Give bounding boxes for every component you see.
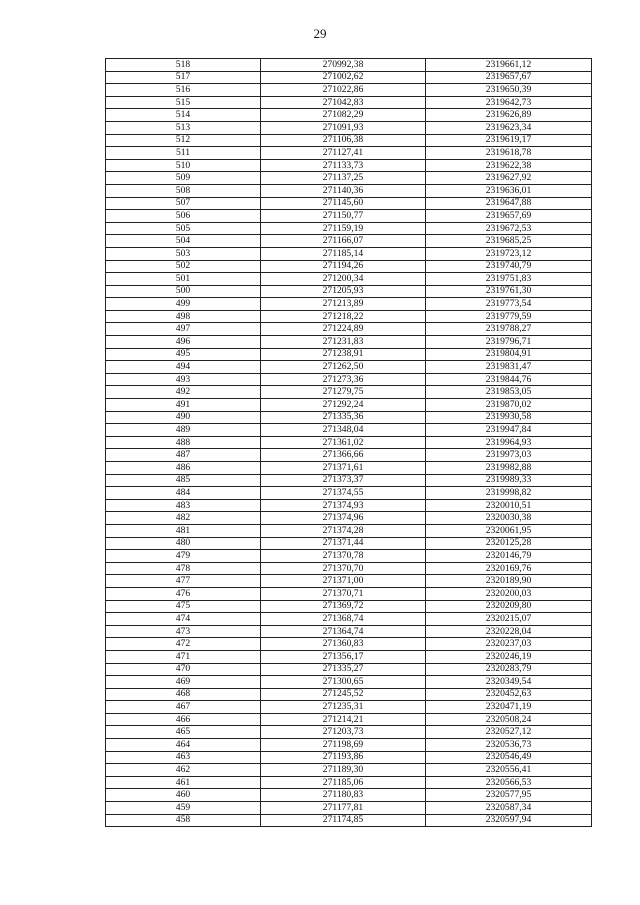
table-row xyxy=(106,121,592,134)
x-coordinate-cell: 271200,34 xyxy=(261,273,426,286)
x-coordinate-cell: 271133,73 xyxy=(261,159,426,172)
table-row xyxy=(106,361,592,374)
x-coordinate-cell: 271194,26 xyxy=(261,260,426,273)
table-row xyxy=(106,348,592,361)
x-coordinate-cell: 271374,55 xyxy=(261,487,426,500)
point-number-cell: 489 xyxy=(106,424,261,437)
x-coordinate-cell: 271174,85 xyxy=(261,814,426,827)
y-coordinate-cell: 2319804,91 xyxy=(426,348,592,361)
x-coordinate-cell: 271235,31 xyxy=(261,701,426,714)
y-coordinate-cell: 2320246,19 xyxy=(426,650,592,663)
table-row xyxy=(106,298,592,311)
table-row xyxy=(106,235,592,248)
x-coordinate-cell: 271371,00 xyxy=(261,575,426,588)
point-number-cell: 512 xyxy=(106,134,261,147)
x-coordinate-cell: 271214,21 xyxy=(261,713,426,726)
x-coordinate-cell: 271335,27 xyxy=(261,663,426,676)
x-coordinate-cell: 271002,62 xyxy=(261,71,426,84)
table-row xyxy=(106,663,592,676)
table-row xyxy=(106,751,592,764)
y-coordinate-cell: 2320228,04 xyxy=(426,625,592,638)
y-coordinate-cell: 2319998,82 xyxy=(426,487,592,500)
y-coordinate-cell: 2320556,41 xyxy=(426,764,592,777)
y-coordinate-cell: 2319661,12 xyxy=(426,59,592,72)
y-coordinate-cell: 2320587,34 xyxy=(426,802,592,815)
table-row xyxy=(106,474,592,487)
table-row xyxy=(106,613,592,626)
x-coordinate-cell: 271106,38 xyxy=(261,134,426,147)
y-coordinate-cell: 2319657,69 xyxy=(426,210,592,223)
table-row xyxy=(106,802,592,815)
table-row xyxy=(106,575,592,588)
y-coordinate-cell: 2320349,54 xyxy=(426,676,592,689)
y-coordinate-cell: 2320200,03 xyxy=(426,587,592,600)
point-number-cell: 460 xyxy=(106,789,261,802)
table-row xyxy=(106,562,592,575)
y-coordinate-cell: 2319672,53 xyxy=(426,222,592,235)
table-row xyxy=(106,59,592,72)
x-coordinate-cell: 271368,74 xyxy=(261,613,426,626)
point-number-cell: 480 xyxy=(106,537,261,550)
x-coordinate-cell: 271292,24 xyxy=(261,399,426,412)
table-row xyxy=(106,310,592,323)
point-number-cell: 499 xyxy=(106,298,261,311)
table-row xyxy=(106,789,592,802)
x-coordinate-cell: 271371,61 xyxy=(261,462,426,475)
point-number-cell: 458 xyxy=(106,814,261,827)
x-coordinate-cell: 271137,25 xyxy=(261,172,426,185)
x-coordinate-cell: 271180,83 xyxy=(261,789,426,802)
y-coordinate-cell: 2319796,71 xyxy=(426,336,592,349)
x-coordinate-cell: 271022,86 xyxy=(261,84,426,97)
y-coordinate-cell: 2320536,73 xyxy=(426,739,592,752)
point-number-cell: 471 xyxy=(106,650,261,663)
point-number-cell: 516 xyxy=(106,84,261,97)
table-row xyxy=(106,701,592,714)
point-number-cell: 463 xyxy=(106,751,261,764)
y-coordinate-cell: 2319619,17 xyxy=(426,134,592,147)
table-row xyxy=(106,524,592,537)
y-coordinate-cell: 2319947,84 xyxy=(426,424,592,437)
y-coordinate-cell: 2319853,05 xyxy=(426,386,592,399)
y-coordinate-cell: 2319626,89 xyxy=(426,109,592,122)
y-coordinate-cell: 2319642,73 xyxy=(426,96,592,109)
x-coordinate-cell: 271231,83 xyxy=(261,336,426,349)
point-number-cell: 484 xyxy=(106,487,261,500)
table-row xyxy=(106,512,592,525)
y-coordinate-cell: 2320215,07 xyxy=(426,613,592,626)
y-coordinate-cell: 2319844,76 xyxy=(426,373,592,386)
x-coordinate-cell: 271185,14 xyxy=(261,247,426,260)
point-number-cell: 476 xyxy=(106,587,261,600)
table-row xyxy=(106,147,592,160)
table-row xyxy=(106,71,592,84)
x-coordinate-cell: 271185,06 xyxy=(261,776,426,789)
y-coordinate-cell: 2319773,54 xyxy=(426,298,592,311)
point-number-cell: 497 xyxy=(106,323,261,336)
y-coordinate-cell: 2319751,83 xyxy=(426,273,592,286)
table-row xyxy=(106,96,592,109)
x-coordinate-cell: 271370,71 xyxy=(261,587,426,600)
table-row xyxy=(106,713,592,726)
point-number-cell: 501 xyxy=(106,273,261,286)
table-row xyxy=(106,373,592,386)
point-number-cell: 477 xyxy=(106,575,261,588)
y-coordinate-cell: 2319740,79 xyxy=(426,260,592,273)
table-row xyxy=(106,739,592,752)
y-coordinate-cell: 2319685,25 xyxy=(426,235,592,248)
x-coordinate-cell: 270992,38 xyxy=(261,59,426,72)
x-coordinate-cell: 271370,70 xyxy=(261,562,426,575)
table-row xyxy=(106,159,592,172)
x-coordinate-cell: 271366,66 xyxy=(261,449,426,462)
point-number-cell: 500 xyxy=(106,285,261,298)
x-coordinate-cell: 271371,44 xyxy=(261,537,426,550)
table-row xyxy=(106,676,592,689)
y-coordinate-cell: 2320471,19 xyxy=(426,701,592,714)
point-number-cell: 491 xyxy=(106,399,261,412)
point-number-cell: 513 xyxy=(106,121,261,134)
x-coordinate-cell: 271042,83 xyxy=(261,96,426,109)
coordinates-table xyxy=(105,58,592,827)
table-row xyxy=(106,184,592,197)
x-coordinate-cell: 271193,86 xyxy=(261,751,426,764)
x-coordinate-cell: 271262,50 xyxy=(261,361,426,374)
y-coordinate-cell: 2320546,49 xyxy=(426,751,592,764)
x-coordinate-cell: 271374,96 xyxy=(261,512,426,525)
point-number-cell: 511 xyxy=(106,147,261,160)
point-number-cell: 496 xyxy=(106,336,261,349)
table-row xyxy=(106,487,592,500)
point-number-cell: 508 xyxy=(106,184,261,197)
table-row xyxy=(106,814,592,827)
x-coordinate-cell: 271348,04 xyxy=(261,424,426,437)
x-coordinate-cell: 271091,93 xyxy=(261,121,426,134)
table-row xyxy=(106,638,592,651)
point-number-cell: 495 xyxy=(106,348,261,361)
x-coordinate-cell: 271300,65 xyxy=(261,676,426,689)
x-coordinate-cell: 271177,81 xyxy=(261,802,426,815)
y-coordinate-cell: 2319982,88 xyxy=(426,462,592,475)
point-number-cell: 479 xyxy=(106,550,261,563)
x-coordinate-cell: 271189,30 xyxy=(261,764,426,777)
y-coordinate-cell: 2320237,03 xyxy=(426,638,592,651)
table-row xyxy=(106,600,592,613)
point-number-cell: 505 xyxy=(106,222,261,235)
table-row xyxy=(106,726,592,739)
table-row xyxy=(106,247,592,260)
table-row xyxy=(106,260,592,273)
x-coordinate-cell: 271356,17 xyxy=(261,650,426,663)
x-coordinate-cell: 271273,36 xyxy=(261,373,426,386)
x-coordinate-cell: 271159,19 xyxy=(261,222,426,235)
y-coordinate-cell: 2320169,76 xyxy=(426,562,592,575)
table-row xyxy=(106,134,592,147)
point-number-cell: 462 xyxy=(106,764,261,777)
table-row xyxy=(106,449,592,462)
y-coordinate-cell: 2319647,88 xyxy=(426,197,592,210)
y-coordinate-cell: 2319788,27 xyxy=(426,323,592,336)
y-coordinate-cell: 2319623,34 xyxy=(426,121,592,134)
table-row xyxy=(106,84,592,97)
point-number-cell: 481 xyxy=(106,524,261,537)
page-number: 29 xyxy=(313,26,327,41)
table-row xyxy=(106,587,592,600)
x-coordinate-cell: 271145,60 xyxy=(261,197,426,210)
y-coordinate-cell: 2319973,03 xyxy=(426,449,592,462)
coordinates-table-body xyxy=(106,59,592,827)
x-coordinate-cell: 271150,77 xyxy=(261,210,426,223)
table-row xyxy=(106,336,592,349)
table-row xyxy=(106,499,592,512)
y-coordinate-cell: 2320146,79 xyxy=(426,550,592,563)
point-number-cell: 459 xyxy=(106,802,261,815)
table-row xyxy=(106,197,592,210)
y-coordinate-cell: 2320189,90 xyxy=(426,575,592,588)
x-coordinate-cell: 271364,74 xyxy=(261,625,426,638)
x-coordinate-cell: 271360,83 xyxy=(261,638,426,651)
table-row xyxy=(106,436,592,449)
table-row xyxy=(106,323,592,336)
table-row xyxy=(106,776,592,789)
table-row xyxy=(106,109,592,122)
point-number-cell: 469 xyxy=(106,676,261,689)
y-coordinate-cell: 2319650,39 xyxy=(426,84,592,97)
table-row xyxy=(106,399,592,412)
point-number-cell: 518 xyxy=(106,59,261,72)
table-row xyxy=(106,424,592,437)
x-coordinate-cell: 271203,73 xyxy=(261,726,426,739)
x-coordinate-cell: 271374,93 xyxy=(261,499,426,512)
table-row xyxy=(106,172,592,185)
x-coordinate-cell: 271369,72 xyxy=(261,600,426,613)
x-coordinate-cell: 271166,07 xyxy=(261,235,426,248)
point-number-cell: 486 xyxy=(106,462,261,475)
y-coordinate-cell: 2319831,47 xyxy=(426,361,592,374)
y-coordinate-cell: 2320577,95 xyxy=(426,789,592,802)
point-number-cell: 478 xyxy=(106,562,261,575)
y-coordinate-cell: 2319870,02 xyxy=(426,399,592,412)
point-number-cell: 487 xyxy=(106,449,261,462)
y-coordinate-cell: 2320597,94 xyxy=(426,814,592,827)
x-coordinate-cell: 271335,36 xyxy=(261,411,426,424)
y-coordinate-cell: 2319779,59 xyxy=(426,310,592,323)
point-number-cell: 498 xyxy=(106,310,261,323)
table-row xyxy=(106,764,592,777)
x-coordinate-cell: 271213,89 xyxy=(261,298,426,311)
point-number-cell: 515 xyxy=(106,96,261,109)
y-coordinate-cell: 2319930,58 xyxy=(426,411,592,424)
x-coordinate-cell: 271361,02 xyxy=(261,436,426,449)
point-number-cell: 474 xyxy=(106,613,261,626)
point-number-cell: 482 xyxy=(106,512,261,525)
x-coordinate-cell: 271205,93 xyxy=(261,285,426,298)
point-number-cell: 510 xyxy=(106,159,261,172)
table-row xyxy=(106,285,592,298)
x-coordinate-cell: 271224,89 xyxy=(261,323,426,336)
point-number-cell: 490 xyxy=(106,411,261,424)
table-row xyxy=(106,550,592,563)
x-coordinate-cell: 271374,28 xyxy=(261,524,426,537)
table-row xyxy=(106,688,592,701)
y-coordinate-cell: 2319989,33 xyxy=(426,474,592,487)
x-coordinate-cell: 271373,37 xyxy=(261,474,426,487)
point-number-cell: 472 xyxy=(106,638,261,651)
point-number-cell: 466 xyxy=(106,713,261,726)
y-coordinate-cell: 2319622,38 xyxy=(426,159,592,172)
y-coordinate-cell: 2319627,92 xyxy=(426,172,592,185)
x-coordinate-cell: 271218,22 xyxy=(261,310,426,323)
y-coordinate-cell: 2319761,30 xyxy=(426,285,592,298)
table-row xyxy=(106,625,592,638)
x-coordinate-cell: 271279,75 xyxy=(261,386,426,399)
x-coordinate-cell: 271245,52 xyxy=(261,688,426,701)
y-coordinate-cell: 2319964,93 xyxy=(426,436,592,449)
y-coordinate-cell: 2320283,79 xyxy=(426,663,592,676)
point-number-cell: 464 xyxy=(106,739,261,752)
point-number-cell: 509 xyxy=(106,172,261,185)
table-row xyxy=(106,537,592,550)
y-coordinate-cell: 2320508,24 xyxy=(426,713,592,726)
x-coordinate-cell: 271370,78 xyxy=(261,550,426,563)
point-number-cell: 465 xyxy=(106,726,261,739)
y-coordinate-cell: 2320010,51 xyxy=(426,499,592,512)
x-coordinate-cell: 271198,69 xyxy=(261,739,426,752)
point-number-cell: 517 xyxy=(106,71,261,84)
table-row xyxy=(106,386,592,399)
x-coordinate-cell: 271082,29 xyxy=(261,109,426,122)
point-number-cell: 475 xyxy=(106,600,261,613)
y-coordinate-cell: 2320209,80 xyxy=(426,600,592,613)
point-number-cell: 506 xyxy=(106,210,261,223)
point-number-cell: 470 xyxy=(106,663,261,676)
table-row xyxy=(106,650,592,663)
table-row xyxy=(106,222,592,235)
point-number-cell: 507 xyxy=(106,197,261,210)
point-number-cell: 473 xyxy=(106,625,261,638)
x-coordinate-cell: 271140,36 xyxy=(261,184,426,197)
y-coordinate-cell: 2320452,63 xyxy=(426,688,592,701)
point-number-cell: 494 xyxy=(106,361,261,374)
y-coordinate-cell: 2319657,67 xyxy=(426,71,592,84)
table-row xyxy=(106,273,592,286)
y-coordinate-cell: 2320030,38 xyxy=(426,512,592,525)
y-coordinate-cell: 2320566,53 xyxy=(426,776,592,789)
table-row xyxy=(106,210,592,223)
y-coordinate-cell: 2319636,01 xyxy=(426,184,592,197)
y-coordinate-cell: 2320527,12 xyxy=(426,726,592,739)
table-row xyxy=(106,462,592,475)
y-coordinate-cell: 2320125,28 xyxy=(426,537,592,550)
point-number-cell: 492 xyxy=(106,386,261,399)
point-number-cell: 504 xyxy=(106,235,261,248)
x-coordinate-cell: 271127,41 xyxy=(261,147,426,160)
point-number-cell: 493 xyxy=(106,373,261,386)
x-coordinate-cell: 271238,91 xyxy=(261,348,426,361)
point-number-cell: 503 xyxy=(106,247,261,260)
point-number-cell: 461 xyxy=(106,776,261,789)
table-row xyxy=(106,411,592,424)
point-number-cell: 514 xyxy=(106,109,261,122)
point-number-cell: 488 xyxy=(106,436,261,449)
y-coordinate-cell: 2320061,95 xyxy=(426,524,592,537)
y-coordinate-cell: 2319618,78 xyxy=(426,147,592,160)
point-number-cell: 468 xyxy=(106,688,261,701)
point-number-cell: 467 xyxy=(106,701,261,714)
point-number-cell: 483 xyxy=(106,499,261,512)
y-coordinate-cell: 2319723,12 xyxy=(426,247,592,260)
point-number-cell: 502 xyxy=(106,260,261,273)
point-number-cell: 485 xyxy=(106,474,261,487)
